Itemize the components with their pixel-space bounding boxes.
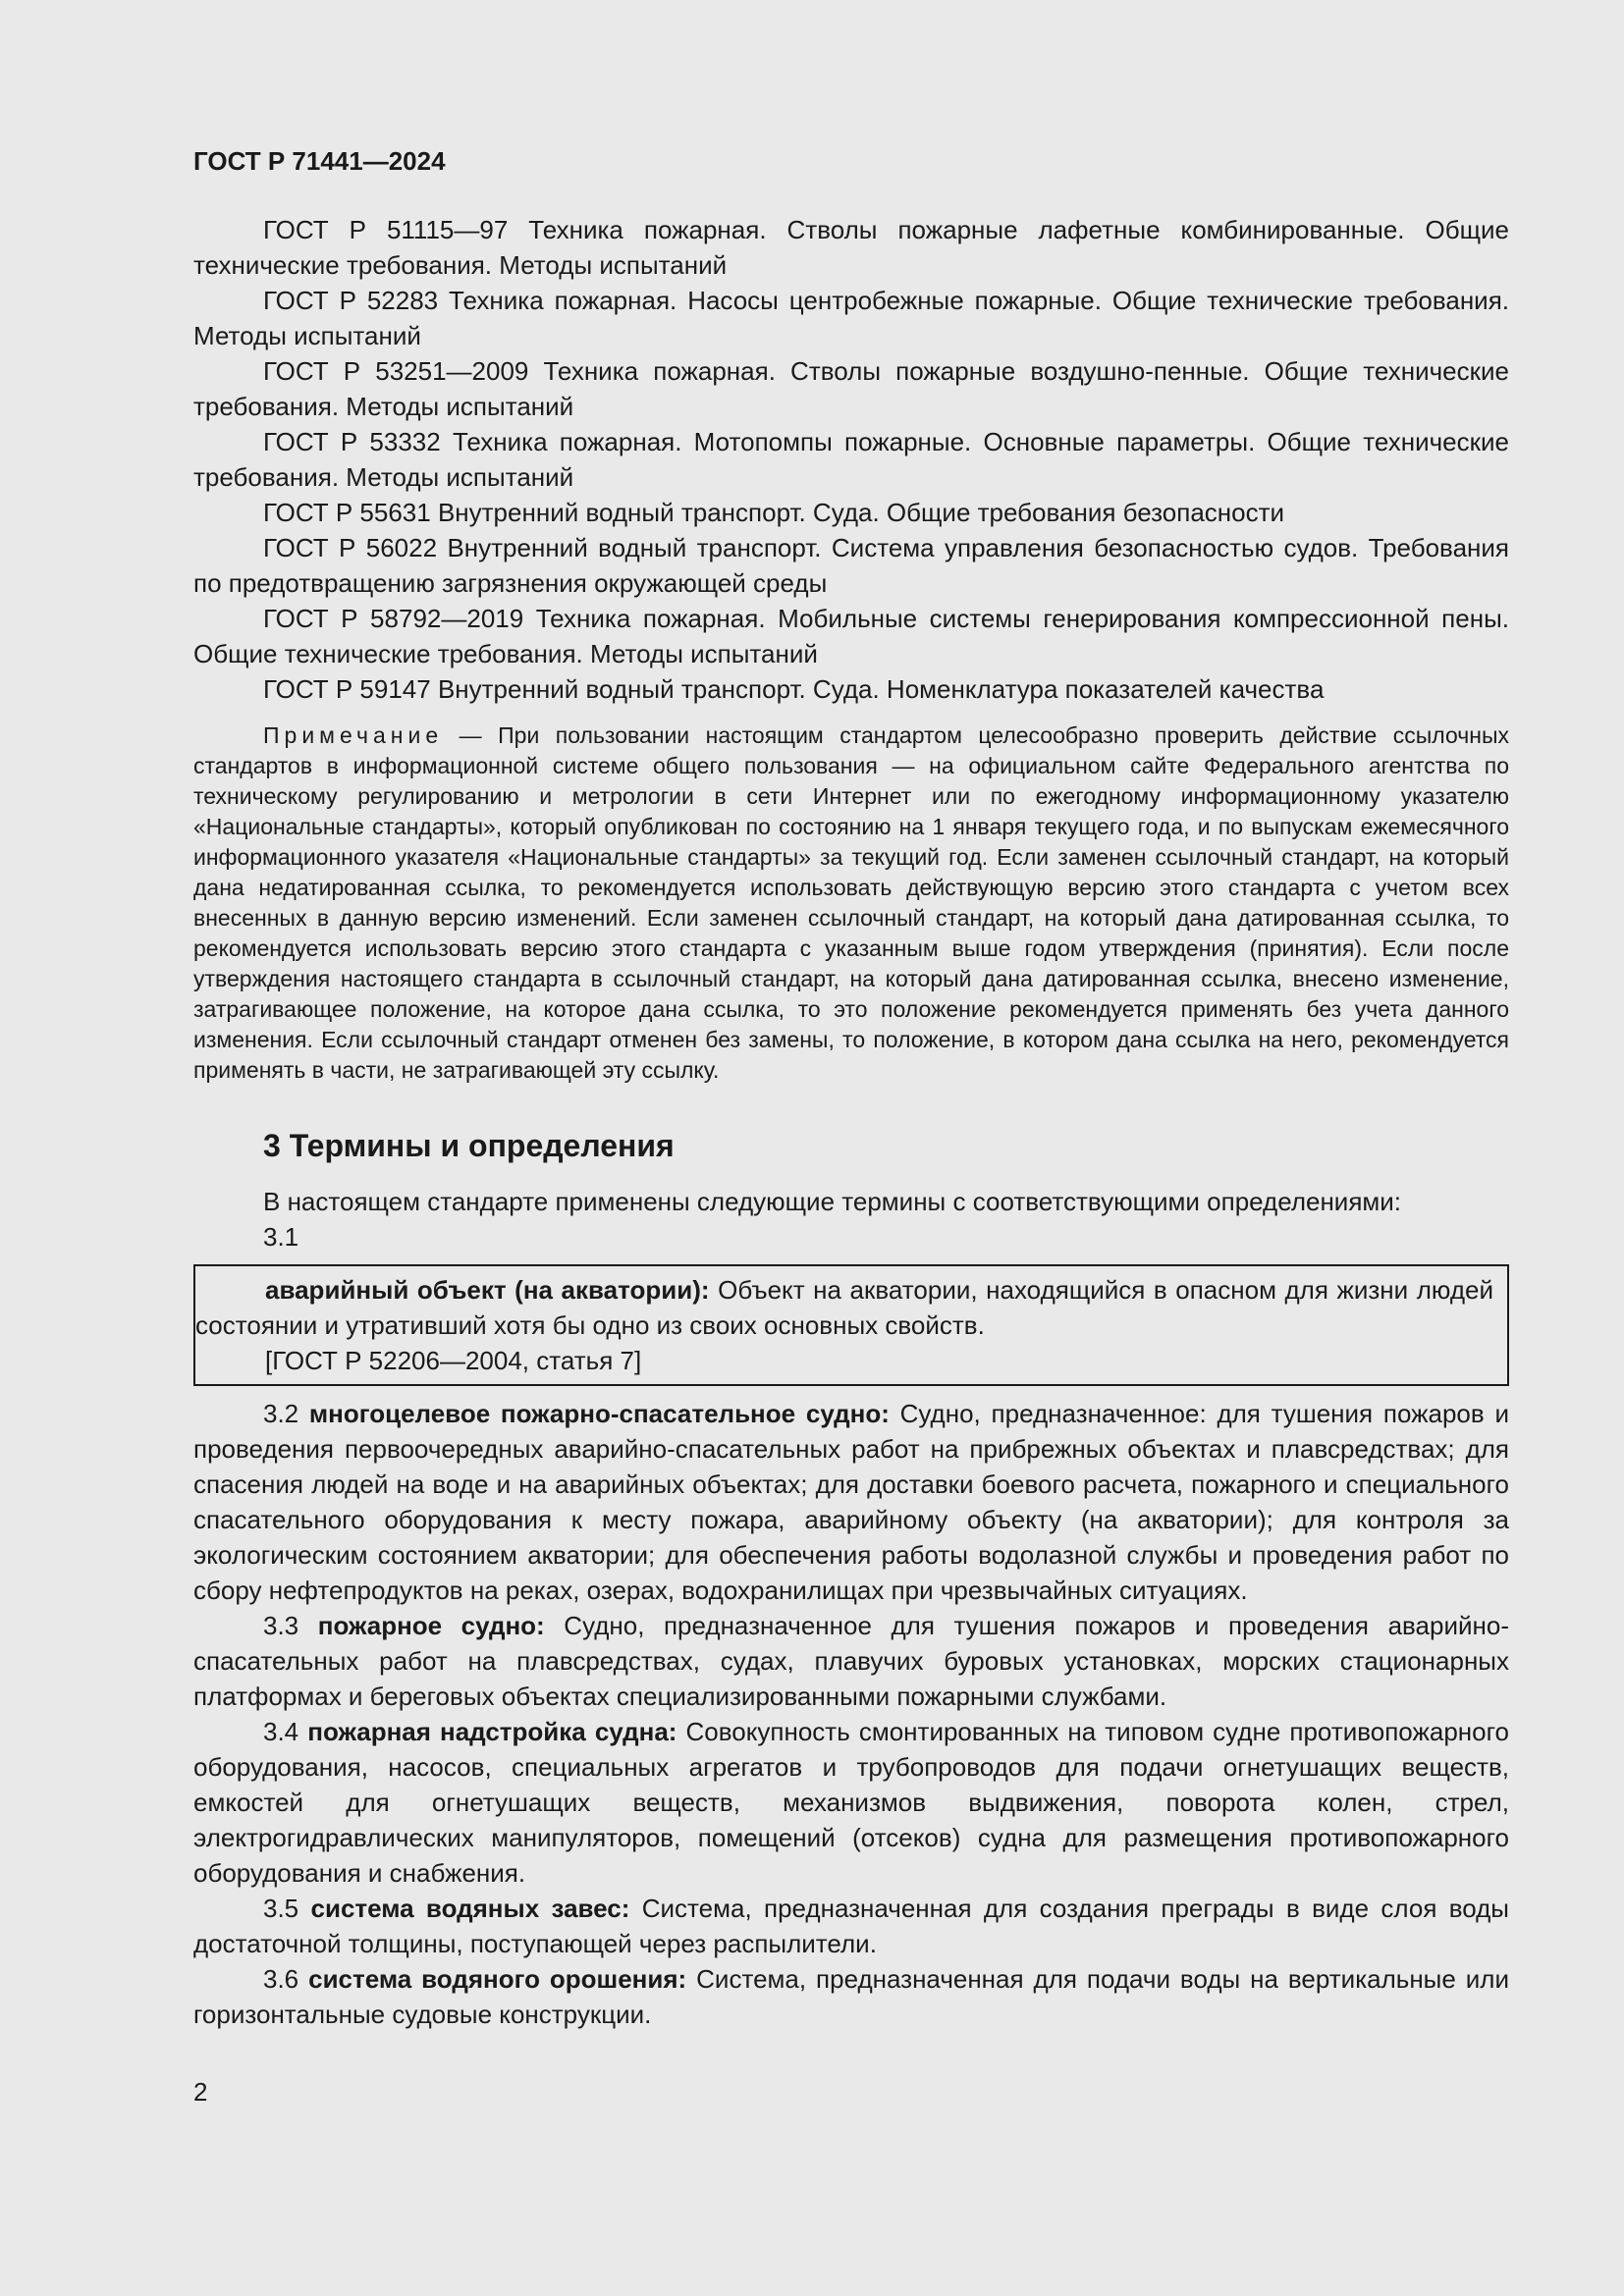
note-text: — При пользовании настоящим стандартом целесообразно проверить действие ссылочных стандартов в информационной системе общего пользования — на официальном сайте Федерального агентства по техническому регулированию и метрологии в сети Интернет или по ежегодному информационному указателю «Национальные стандарты», который опубликован по состоянию на 1 января текущего года, и по выпускам ежемесячного информационного указателя «Национальные стандарты» за текущий год. Если заменен ссылочный стандарт, на который дана недатированная ссылка, то рекомендуется использовать действующую версию этого стандарта с учетом всех внесенных в данную версию изменений. Если заменен ссылочный стандарт, на который дана датированная ссылка, то рекомендуется использовать версию этого стандарта с указанным выше годом утверждения (принятия). Если после утверждения настоящего стандарта в ссылочный стандарт, на который дана датированная ссылка, внесено изменение, затрагивающее положение, на которое дана ссылка, то это положение рекомендуется применять без учета данного изменения. Если ссылочный стандарт отменен без замены, то положение, в котором дана ссылка на него, рекомендуется применять в части, не затрагивающей эту ссылку. [193, 722, 1509, 1083]
document-id-header: ГОСТ Р 71441—2024 [193, 146, 446, 176]
term-source: [ГОСТ Р 52206—2004, статья 7] [265, 1346, 642, 1375]
boxed-term-paragraph [195, 1272, 1493, 1343]
term-number: 3.3 [263, 1611, 299, 1640]
term-definition: Судно, предназначенное для тушения пожаров и проведения аварийно-спасательных работ на плавсредствах, судах, плавучих буровых установках, морских стационарных платформах и береговых объектах специализированными пожарными службами. [193, 1611, 1509, 1711]
note-label: Примечание [263, 722, 444, 748]
term-number: 3.5 [263, 1894, 299, 1923]
term-number: 3.6 [263, 1964, 299, 1994]
term-number: 3.1 [263, 1222, 299, 1252]
reference-item: ГОСТ Р 53332 Техника пожарная. Мотопомпы пожарные. Основные параметры. Общие технические требования. Методы испытаний [193, 427, 1509, 492]
term-name: пожарное судно: [317, 1611, 545, 1640]
term-definition: Судно, предназначенное: для тушения пожаров и проведения первоочередных аварийно-спасательных работ на прибрежных объектах и плавсредствах; для спасения людей на воде и на аварийных объектах; для доставки боевого расчета, пожарного и специального спасательного оборудования к месту пожара, аварийному объекту (на акватории); для контроля за экологическим состоянием акватории; для обеспечения работы водолазной службы и проведения работ по сбору нефтепродуктов на реках, озерах, водохранилищах при чрезвычайных ситуациях. [193, 1399, 1509, 1605]
reference-item: ГОСТ Р 53251—2009 Техника пожарная. Стволы пожарные воздушно-пенные. Общие технические требования. Методы испытаний [193, 356, 1509, 421]
references-note [193, 721, 1509, 1086]
term-name: многоцелевое пожарно-спасательное судно: [308, 1399, 890, 1428]
reference-item: ГОСТ Р 52283 Техника пожарная. Насосы центробежные пожарные. Общие технические требования. Методы испытаний [193, 286, 1509, 350]
term-name: аварийный объект (на акватории): [265, 1275, 710, 1305]
reference-item: ГОСТ Р 51115—97 Техника пожарная. Стволы пожарные лафетные комбинированные. Общие технические требования. Методы испытаний [193, 215, 1509, 280]
term-number: 3.4 [263, 1717, 299, 1746]
reference-item: ГОСТ Р 56022 Внутренний водный транспорт. Система управления безопасностью судов. Требования по предотвращению загрязнения окружающей среды [193, 533, 1509, 598]
page-number: 2 [193, 2077, 208, 2107]
term-definition: Совокупность смонтированных на типовом судне противопожарного оборудования, насосов, специальных агрегатов и трубопроводов для подачи огнетушащих веществ, емкостей для огнетушащих веществ, механизмов выдвижения, поворота колен, стрел, электрогидравлических манипуляторов, помещений (отсеков) судна для размещения противопожарного оборудования и снабжения. [193, 1717, 1509, 1888]
term-definition: Объект на акватории, находящийся в опасном для жизни людей состоянии и утративший хотя бы одно из своих основных свойств. [195, 1275, 1493, 1340]
term-number: 3.2 [263, 1399, 299, 1428]
term-name: система водяного орошения: [308, 1964, 687, 1994]
reference-item: ГОСТ Р 55631 Внутренний водный транспорт. Суда. Общие требования безопасности [263, 498, 1285, 527]
normative-references-list [193, 212, 1509, 707]
term-name: пожарная надстройка судна: [307, 1717, 677, 1746]
term-entry [193, 1396, 1509, 1608]
term-definition: Система, предназначенная для подачи воды на вертикальные или горизонтальные судовые конструкции. [193, 1964, 1509, 2029]
term-entry [193, 1891, 1509, 1961]
term-entry [193, 1714, 1509, 1891]
term-name: система водяных завес: [310, 1894, 630, 1923]
term-entry [193, 1961, 1509, 2032]
section-intro: В настоящем стандарте применены следующие термины с соответствующими определениями: [263, 1187, 1402, 1216]
page-content [193, 143, 1509, 2032]
section-title: 3 Термины и определения [263, 1128, 675, 1163]
terms-list [193, 1396, 1509, 2032]
reference-item: ГОСТ Р 58792—2019 Техника пожарная. Мобильные системы генерирования компрессионной пены. Общие технические требования. Методы испытаний [193, 604, 1509, 668]
reference-item: ГОСТ Р 59147 Внутренний водный транспорт. Суда. Номенклатура показателей качества [263, 674, 1325, 704]
term-entry [193, 1608, 1509, 1714]
term-definition: Система, предназначенная для создания преграды в виде слоя воды достаточной толщины, поступающей через распылители. [193, 1894, 1509, 1958]
boxed-term-definition [193, 1264, 1509, 1386]
